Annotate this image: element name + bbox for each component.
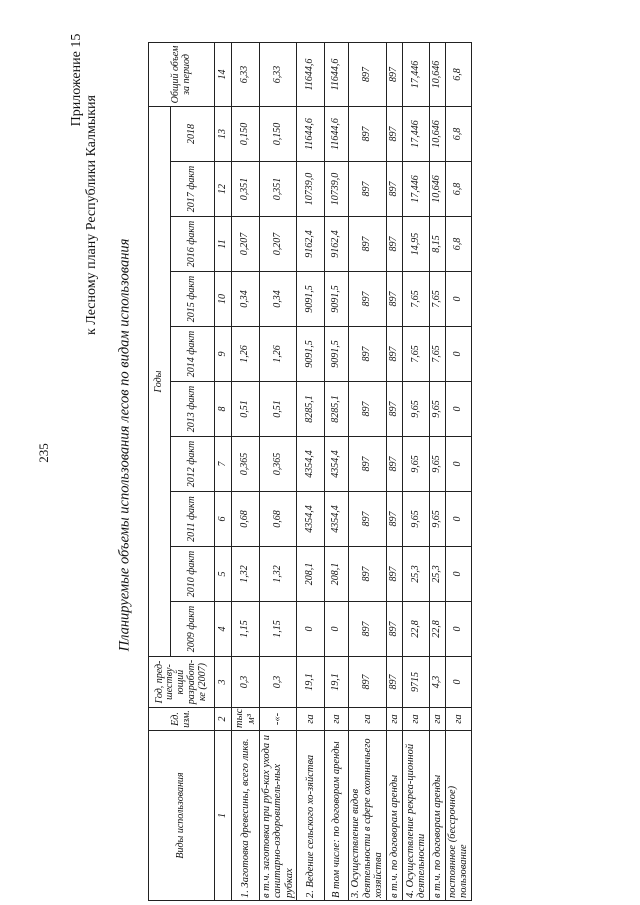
year-value-cell: 897 — [348, 382, 386, 437]
year-value-cell: 0,207 — [232, 217, 260, 272]
row-label: постоянное (бессрочное) пользование — [445, 731, 471, 901]
year-value-cell: 897 — [386, 107, 402, 162]
year-value-cell: 7,65 — [402, 327, 429, 382]
table-row — [296, 43, 324, 901]
appendix-title: Приложение 15 — [69, 33, 84, 127]
row-total: 6,33 — [260, 43, 297, 107]
year-header: 2013 факт — [171, 382, 215, 437]
year-header: 2015 факт — [171, 272, 215, 327]
year-header: 2014 факт — [171, 327, 215, 382]
table-row — [260, 43, 297, 901]
row-label: 2. Ведение сельского хо-зяйства — [296, 731, 324, 901]
table-row — [402, 43, 429, 901]
table-row — [232, 43, 260, 901]
header-base-year: Год, пред-шеству-ющий разработ-ке (2007) — [149, 657, 215, 708]
row-total: 10,646 — [429, 43, 445, 107]
year-value-cell: 897 — [386, 602, 402, 657]
year-header: 2017 факт — [171, 162, 215, 217]
year-value-cell: 897 — [386, 492, 402, 547]
year-value-cell: 1,32 — [260, 547, 297, 602]
year-value-cell: 897 — [348, 327, 386, 382]
year-value-cell: 25,3 — [429, 547, 445, 602]
header-use-type: Виды использования — [149, 731, 215, 901]
year-value-cell: 0,34 — [232, 272, 260, 327]
table-row — [324, 43, 348, 901]
year-header: 2018 — [171, 107, 215, 162]
year-value-cell: 897 — [348, 437, 386, 492]
year-value-cell: 0,207 — [260, 217, 297, 272]
year-value-cell: 10739,0 — [296, 162, 324, 217]
year-header: 2012 факт — [171, 437, 215, 492]
year-value-cell: 897 — [386, 272, 402, 327]
row-base-value: 19,1 — [296, 657, 324, 708]
year-value-cell: 9091,5 — [296, 272, 324, 327]
year-value-cell: 9162,4 — [296, 217, 324, 272]
year-value-cell: 9,65 — [429, 382, 445, 437]
year-value-cell: 11644,6 — [296, 107, 324, 162]
year-value-cell: 0 — [296, 602, 324, 657]
row-unit: га — [348, 708, 386, 731]
year-value-cell: 897 — [386, 162, 402, 217]
year-value-cell: 897 — [348, 272, 386, 327]
year-value-cell: 10739,0 — [324, 162, 348, 217]
year-value-cell: 0 — [445, 272, 471, 327]
year-value-cell: 0 — [445, 492, 471, 547]
year-value-cell: 897 — [386, 327, 402, 382]
row-label: 1. Заготовка древесины, всего ликв. — [232, 731, 260, 901]
row-unit: тыс м³ — [232, 708, 260, 731]
row-base-value: 897 — [348, 657, 386, 708]
column-number: 1 — [215, 731, 232, 901]
row-label: в т.ч. заготовка при руб-ках ухода и санитарно-оздоровитель-ных рубках — [260, 731, 297, 901]
year-value-cell: 9091,5 — [324, 272, 348, 327]
year-value-cell: 0,51 — [260, 382, 297, 437]
table-row — [429, 43, 445, 901]
row-total: 897 — [386, 43, 402, 107]
column-number: 6 — [215, 492, 232, 547]
year-value-cell: 9,65 — [402, 382, 429, 437]
year-value-cell: 897 — [386, 437, 402, 492]
row-base-value: 0 — [445, 657, 471, 708]
year-value-cell: 208,1 — [324, 547, 348, 602]
year-header: 2010 факт — [171, 547, 215, 602]
year-value-cell: 0,351 — [232, 162, 260, 217]
year-value-cell: 0,34 — [260, 272, 297, 327]
year-value-cell: 9,65 — [429, 492, 445, 547]
year-value-cell: 0 — [445, 602, 471, 657]
year-value-cell: 897 — [386, 382, 402, 437]
column-number: 13 — [215, 107, 232, 162]
year-value-cell: 1,15 — [260, 602, 297, 657]
row-unit: га — [296, 708, 324, 731]
row-label: 3. Осуществление видов деятельности в сфере охотничьего хозяйства — [348, 731, 386, 901]
year-value-cell: 7,65 — [402, 272, 429, 327]
column-number: 3 — [215, 657, 232, 708]
table-row — [348, 43, 386, 901]
column-number: 5 — [215, 547, 232, 602]
column-number: 14 — [215, 43, 232, 107]
year-value-cell: 10,646 — [429, 107, 445, 162]
year-value-cell: 897 — [348, 217, 386, 272]
page-number: 235 — [36, 443, 51, 463]
forest-use-table — [148, 42, 472, 901]
column-number: 12 — [215, 162, 232, 217]
column-number: 8 — [215, 382, 232, 437]
year-value-cell: 4354,4 — [324, 437, 348, 492]
forest-use-table-container — [148, 43, 470, 901]
row-base-value: 0,3 — [232, 657, 260, 708]
header-unit: Ед. изм. — [149, 708, 215, 731]
column-number: 2 — [215, 708, 232, 731]
year-header: 2016 факт — [171, 217, 215, 272]
year-value-cell: 7,65 — [429, 327, 445, 382]
year-value-cell: 0 — [445, 327, 471, 382]
year-value-cell: 897 — [348, 547, 386, 602]
table-row — [386, 43, 402, 901]
row-base-value: 9715 — [402, 657, 429, 708]
year-value-cell: 8,15 — [429, 217, 445, 272]
row-total: 6,33 — [232, 43, 260, 107]
row-base-value: 0,3 — [260, 657, 297, 708]
appendix-subtitle: к Лесному плану Республики Калмыкия — [84, 95, 99, 335]
row-unit: га — [402, 708, 429, 731]
year-value-cell: 22,8 — [402, 602, 429, 657]
year-value-cell: 0,351 — [260, 162, 297, 217]
year-value-cell: 897 — [348, 107, 386, 162]
row-total: 17,446 — [402, 43, 429, 107]
table-row — [445, 43, 471, 901]
row-label: в т.ч. по договорам аренды — [386, 731, 402, 901]
year-value-cell: 0,365 — [260, 437, 297, 492]
year-value-cell: 897 — [386, 547, 402, 602]
year-header: 2011 факт — [171, 492, 215, 547]
row-unit: га — [324, 708, 348, 731]
year-value-cell: 25,3 — [402, 547, 429, 602]
year-value-cell: 1,26 — [260, 327, 297, 382]
year-value-cell: 10,646 — [429, 162, 445, 217]
year-value-cell: 0,150 — [260, 107, 297, 162]
year-value-cell: 9091,5 — [324, 327, 348, 382]
year-value-cell: 897 — [348, 602, 386, 657]
year-value-cell: 4354,4 — [296, 492, 324, 547]
year-value-cell: 9,65 — [429, 437, 445, 492]
row-total: 897 — [348, 43, 386, 107]
year-value-cell: 6,8 — [445, 107, 471, 162]
year-value-cell: 897 — [386, 217, 402, 272]
year-value-cell: 0 — [324, 602, 348, 657]
year-value-cell: 17,446 — [402, 107, 429, 162]
row-base-value: 4,3 — [429, 657, 445, 708]
column-number: 11 — [215, 217, 232, 272]
year-header: 2009 факт — [171, 602, 215, 657]
row-base-value: 897 — [386, 657, 402, 708]
column-number: 9 — [215, 327, 232, 382]
year-value-cell: 22,8 — [429, 602, 445, 657]
column-number: 10 — [215, 272, 232, 327]
row-total: 6,8 — [445, 43, 471, 107]
year-value-cell: 897 — [348, 162, 386, 217]
row-label: 4. Осуществление рекреа-ционной деятельности — [402, 731, 429, 901]
year-value-cell: 0,68 — [260, 492, 297, 547]
year-value-cell: 0,365 — [232, 437, 260, 492]
year-value-cell: 897 — [348, 492, 386, 547]
year-value-cell: 8285,1 — [296, 382, 324, 437]
row-label: в т.ч. по договорам аренды — [429, 731, 445, 901]
row-unit: га — [445, 708, 471, 731]
year-value-cell: 8285,1 — [324, 382, 348, 437]
row-total: 11644,6 — [296, 43, 324, 107]
year-value-cell: 1,26 — [232, 327, 260, 382]
row-unit: га — [386, 708, 402, 731]
year-value-cell: 0,51 — [232, 382, 260, 437]
row-label: В том числе: по договорам аренды — [324, 731, 348, 901]
year-value-cell: 6,8 — [445, 162, 471, 217]
column-number: 4 — [215, 602, 232, 657]
year-value-cell: 11644,6 — [324, 107, 348, 162]
row-total: 11644,6 — [324, 43, 348, 107]
year-value-cell: 9091,5 — [296, 327, 324, 382]
year-value-cell: 1,15 — [232, 602, 260, 657]
year-value-cell: 9,65 — [402, 492, 429, 547]
year-value-cell: 0,68 — [232, 492, 260, 547]
year-value-cell: 4354,4 — [324, 492, 348, 547]
year-value-cell: 4354,4 — [296, 437, 324, 492]
year-value-cell: 14,95 — [402, 217, 429, 272]
year-value-cell: 17,446 — [402, 162, 429, 217]
header-years-group: Годы — [149, 107, 171, 657]
document-title: Планируемые объемы использования лесов по видам использования — [116, 238, 133, 652]
year-value-cell: 0,150 — [232, 107, 260, 162]
year-value-cell: 0 — [445, 437, 471, 492]
year-value-cell: 9162,4 — [324, 217, 348, 272]
row-unit: -«- — [260, 708, 297, 731]
header-total: Общий объем за период — [149, 43, 215, 107]
year-value-cell: 1,32 — [232, 547, 260, 602]
year-value-cell: 0 — [445, 547, 471, 602]
year-value-cell: 9,65 — [402, 437, 429, 492]
year-value-cell: 0 — [445, 382, 471, 437]
column-number: 7 — [215, 437, 232, 492]
row-unit: га — [429, 708, 445, 731]
year-value-cell: 208,1 — [296, 547, 324, 602]
row-base-value: 19,1 — [324, 657, 348, 708]
year-value-cell: 7,65 — [429, 272, 445, 327]
year-value-cell: 6,8 — [445, 217, 471, 272]
